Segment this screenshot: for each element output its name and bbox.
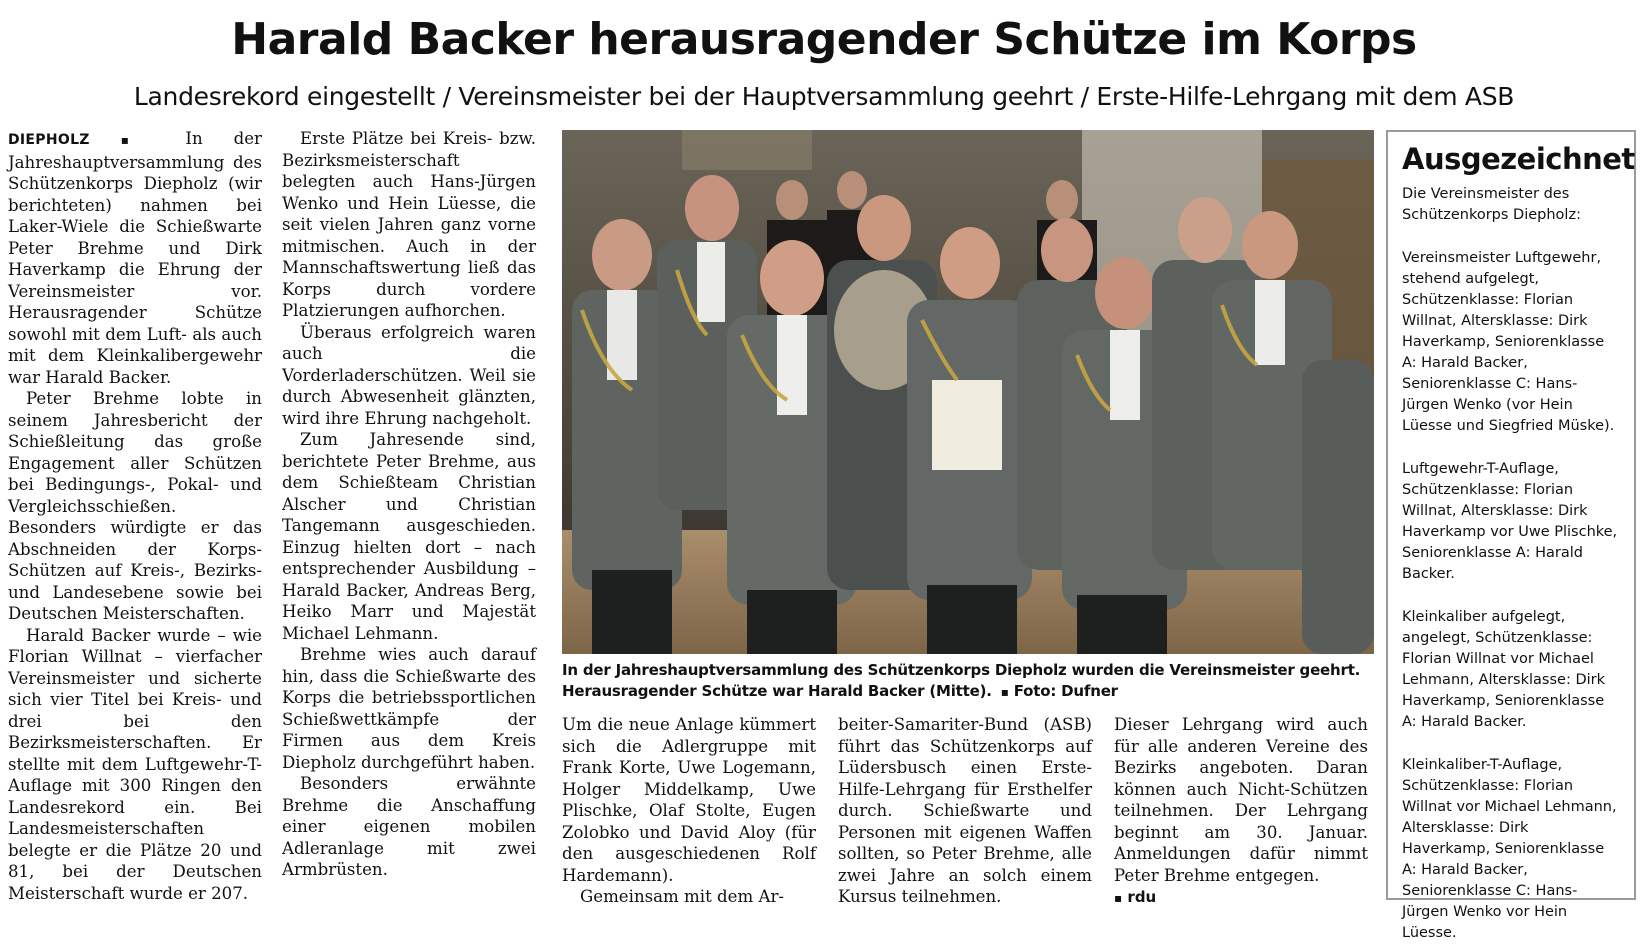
sidebar-entry: Kleinkaliber-T-Auflage, Schützenklasse: Florian Willnat vor Michael Lehmann, Altersklasse: Dirk Haverkamp, Seniorenklasse A: Harald Backer, Seniorenklasse C: Hans-Jürgen Wenko vor Hein Lüesse.	[1402, 757, 1617, 941]
article-paragraph: Um die neue Anlage kümmert sich die Adlergruppe mit Frank Korte, Uwe Logemann, Holger Middelkamp, Uwe Plischke, Olaf Stolte, Eugen Zolobko und David Aloy (für den ausgeschiedenen Rolf Hardemann).	[562, 715, 816, 885]
author-initials: rdu	[1127, 888, 1157, 906]
article-column-1	[8, 128, 262, 904]
photo-illustration	[562, 130, 1374, 654]
sidebar-entry: Luftgewehr-T-Auflage, Schützenklasse: Florian Willnat, Altersklasse: Dirk Haverkamp vor Uwe Plischke, Seniorenklasse A: Harald Backer.	[1402, 461, 1618, 582]
article-paragraph: Harald Backer wurde – wie Florian Willnat – vierfacher Vereinsmeister und sicherte sich vier Titel bei Kreis- und drei bei den Bezirksmeisterschaften. Er stellte mit dem Luftgewehr-T-Auflage mit 300 Ringen den Landesrekord ein. Bei Landesmeisterschaften belegte er die Plätze 20 und 81, bei der Deutschen Meisterschaft wurde er 207.	[8, 625, 262, 903]
article-column-4	[838, 714, 1092, 908]
article-paragraph: Gemeinsam mit dem Ar-	[580, 887, 785, 906]
article-column-2	[282, 128, 536, 881]
article-paragraph: beiter-Samariter-Bund (ASB) führt das Schützenkorps auf Lüdersbusch einen Erste-Hilfe-Lehrgang für Ersthelfer durch. Schießwarte und Personen mit eigenen Waffen sollten, so Peter Brehme, alle zwei Jahre an solch einem Kursus teilnehmen.	[838, 715, 1092, 906]
author-line	[1114, 886, 1368, 910]
article-paragraph: Zum Jahresende sind, berichtete Peter Brehme, aus dem Schießteam Christian Alscher und Christian Tangemann ausgeschieden. Einzug hielten dort – nach entsprechender Ausbildung – Harald Backer, Andreas Berg, Heiko Marr und Majestät Michael Lehmann.	[282, 430, 536, 643]
sidebar-title: Ausgezeichnet	[1402, 142, 1635, 176]
bullet-icon: ▪	[120, 133, 155, 147]
photo-caption	[562, 660, 1374, 703]
article-paragraph: Erste Plätze bei Kreis- bzw. Bezirksmeisterschaft belegten auch Hans-Jürgen Wenko und Hein Lüesse, die seit vielen Jahren ganz vorne mitmischen. Auch in der Mannschaftswertung ließ das Korps durch vordere Platzierungen aufhorchen.	[282, 129, 536, 320]
article-column-3	[562, 714, 816, 908]
headline: Harald Backer herausragender Schütze im Korps	[231, 14, 1417, 65]
article-paragraph: Peter Brehme lobte in seinem Jahresbericht der Schießleitung das große Engagement aller Schützen bei Bedingungs-, Pokal- und Vergleichsschießen. Besonders würdigte er das Abschneiden der Korps-Schützen auf Kreis-, Bezirks- und Landesebene sowie bei Deutschen Meisterschaften.	[8, 389, 262, 623]
sidebar-entry: Kleinkaliber aufgelegt, angelegt, Schützenklasse: Florian Willnat vor Michael Lehmann, Altersklasse: Dirk Haverkamp, Seniorenklasse A: Harald Backer.	[1402, 609, 1605, 730]
sidebar-box	[1386, 130, 1636, 941]
paragraph-text: In der Jahreshauptversammlung des Schützenkorps Diepholz (wir berichteten) nahmen bei Laker-Wiele die Schießwarte Peter Brehme und Dirk Haverkamp die Ehrung der Vereinsmeister vor. Herausragender Schütze sowohl mit dem Luft- als auch mit dem Kleinkalibergewehr war Harald Backer.	[8, 129, 262, 387]
article-paragraph	[8, 128, 262, 388]
caption-text: In der Jahreshauptversammlung des Schützenkorps Diepholz wurden die Vereinsmeister geehrt. Herausragender Schütze war Harald Backer (Mitte).	[562, 661, 1361, 700]
article-paragraph: Brehme wies auch darauf hin, dass die Schießwarte des Korps die betriebssportlichen Schießwettkämpfe der Firmen aus dem Kreis Diepholz durchgeführt haben.	[282, 645, 536, 772]
group-photo	[562, 130, 1374, 654]
bullet-icon: ▪	[996, 685, 1009, 699]
article-paragraph: Besonders erwähnte Brehme die Anschaffung einer eigenen mobilen Adleranlage mit zwei Armbrüsten.	[282, 774, 536, 879]
bullet-icon: ▪	[1114, 891, 1123, 905]
dateline: DIEPHOLZ	[8, 132, 90, 148]
article-paragraph: Überaus erfolgreich waren auch die Vorderladerschützen. Weil sie durch Abwesenheit glänzten, wird ihre Ehrung nachgeholt.	[282, 322, 536, 428]
subheadline: Landesrekord eingestellt / Vereinsmeister bei der Hauptversammlung geehrt / Erste-Hilfe-Lehrgang mit dem ASB	[133, 82, 1515, 111]
article-column-5	[1114, 714, 1368, 910]
sidebar-entry: Vereinsmeister Luftgewehr, stehend aufgelegt, Schützenklasse: Florian Willnat, Altersklasse: Dirk Haverkamp, Seniorenklasse A: Harald Backer, Seniorenklasse C: Hans-Jürgen Wenko (vor Hein Lüesse und Siegfried Müske).	[1402, 250, 1615, 434]
article-paragraph: Dieser Lehrgang wird auch für alle anderen Vereine des Bezirks angeboten. Daran können auch Nicht-Schützen teilnehmen. Der Lehrgang beginnt am 30. Januar. Anmeldungen dafür nimmt Peter Brehme entgegen.	[1114, 715, 1368, 885]
sidebar-intro: Die Vereinsmeister des Schützenkorps Diepholz:	[1402, 186, 1581, 223]
photo-credit: Foto: Dufner	[1013, 682, 1118, 700]
